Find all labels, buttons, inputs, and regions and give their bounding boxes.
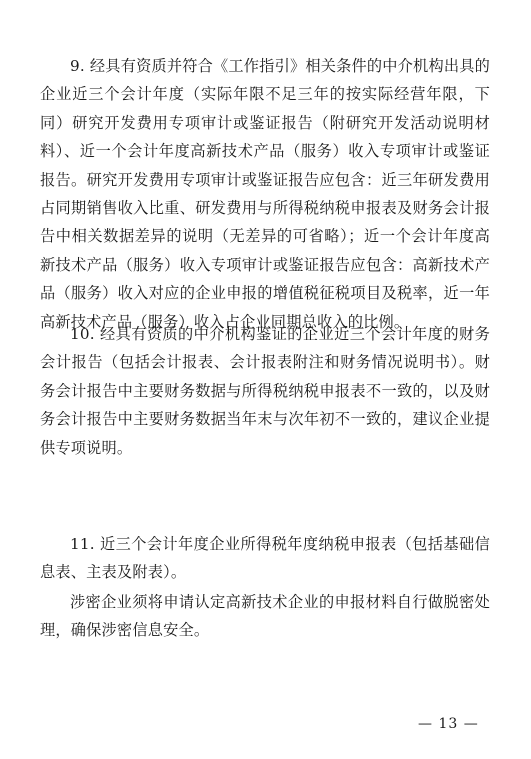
paragraph-item-11: 11. 近三个会计年度企业所得税年度纳税申报表（包括基础信息表、主表及附表）。 <box>40 535 490 582</box>
page-number: — 13 — <box>418 716 479 732</box>
paragraph-confidential-note: 涉密企业须将申请认定高新技术企业的申报材料自行做脱密处理，确保涉密信息安全。 <box>40 593 490 640</box>
paragraph-item-9: 9. 经具有资质并符合《工作指引》相关条件的中介机构出具的企业近三个会计年度（实际年限不足三年的按实际经营年限，下同）研究开发费用专项审计或鉴证报告（附研究开发活动说明材料）、近一个会计年度高新技术产品（服务）收入专项审计或鉴证报告。研究开发费用专项审计或鉴证报告应包含：近三年研发费用占同期销售收入比重、研发费用与所得税纳税申报表及财务会计报告中相关数据差异的说明（无差异的可省略）；近一个会计年度高新技术产品（服务）收入专项审计或鉴证报告应包含：高新技术产品（服务）收入对应的企业申报的增值税征税项目及税率，近一年高新技术产品（服务）收入占企业同期总收入的比例。 <box>40 57 490 331</box>
paragraph-item-10: 10. 经具有资质的中介机构鉴证的企业近三个会计年度的财务会计报告（包括会计报表、会计报表附注和财务情况说明书）。财务会计报告中主要财务数据与所得税纳税申报表不一致的，以及财务会计报告中主要财务数据当年末与次年初不一致的，建议企业提供专项说明。 <box>40 325 490 457</box>
